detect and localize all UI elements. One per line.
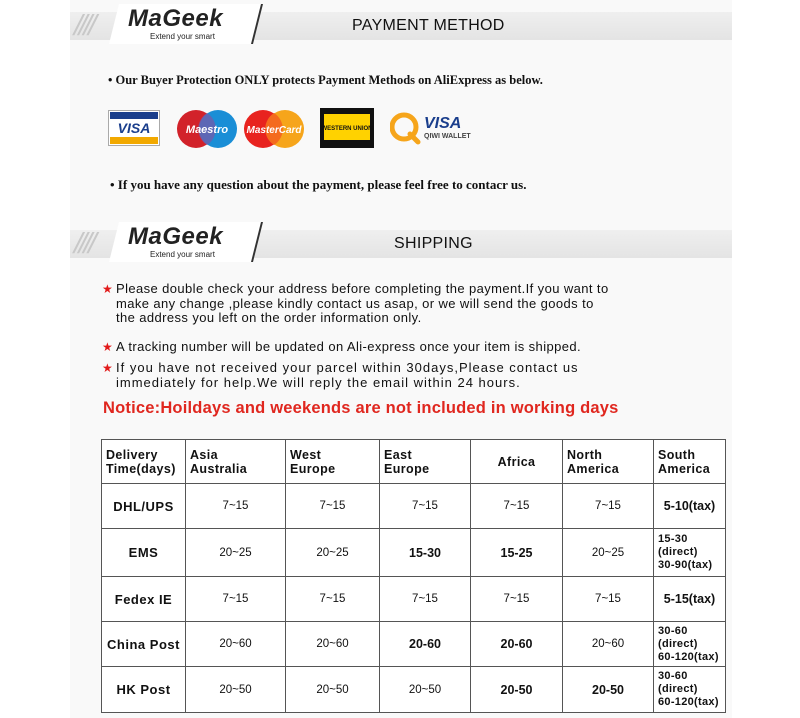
delivery-time-cell: 20-60 <box>471 622 563 667</box>
carrier-name: EMS <box>102 529 186 577</box>
maestro-text: Maestro <box>185 124 229 136</box>
working-days-notice: Notice:Hoildays and weekends are not included in working days <box>103 399 619 417</box>
header-text: Africa <box>497 454 536 469</box>
cell-line: 30-60 <box>658 670 688 682</box>
header-text: South <box>658 447 696 462</box>
delivery-time-cell: 20~60 <box>563 622 654 667</box>
delivery-time-cell: 20~25 <box>286 529 380 577</box>
header-text: North <box>567 447 603 462</box>
mageek-logo <box>128 6 223 42</box>
western-union-logo <box>320 108 374 148</box>
shipping-banner <box>70 222 732 262</box>
visa-text: VISA <box>117 120 151 136</box>
delivery-time-cell: 20~50 <box>380 667 471 713</box>
delivery-time-cell: 15-30 <box>380 529 471 577</box>
delivery-time-cell: 20~60 <box>186 622 286 667</box>
cell-line: 30-60 <box>658 624 688 637</box>
not-received-note <box>102 360 579 390</box>
delivery-time-cell: 7~15 <box>380 484 471 529</box>
star-icon: ★ <box>102 361 114 375</box>
cell-line: (direct) <box>658 637 698 650</box>
cell-line: 30-90(tax) <box>658 559 713 571</box>
cell-line: 60-120(tax) <box>658 696 719 708</box>
star-icon: ★ <box>102 282 114 296</box>
delivery-time-cell: 7~15 <box>286 577 380 622</box>
delivery-time-cell: 5-10(tax) <box>654 484 726 529</box>
section-title: PAYMENT METHOD <box>352 17 505 34</box>
product-description-page <box>70 0 732 718</box>
delivery-time-cell: 5-15(tax) <box>654 577 726 622</box>
header-text: Australia <box>190 461 248 476</box>
table-header-cell <box>654 440 726 484</box>
table-header-row <box>102 440 726 484</box>
delivery-time-cell: 20~25 <box>186 529 286 577</box>
delivery-time-cell: 20~50 <box>186 667 286 713</box>
delivery-time-cell: 20~60 <box>286 622 380 667</box>
delivery-time-cell: 7~15 <box>186 484 286 529</box>
carrier-name: China Post <box>102 622 186 667</box>
header-text: America <box>658 461 711 476</box>
buyer-protection-text: • Our Buyer Protection ONLY protects Payment Methods on AliExpress as below. <box>108 73 543 87</box>
brand-name: MaGeek <box>128 5 224 32</box>
delivery-time-cell <box>654 622 726 667</box>
note-line: If you have not received your parcel within 30days,Please contact us <box>116 360 579 375</box>
header-text: West <box>290 447 322 462</box>
table-row <box>102 484 726 529</box>
cell-line: (direct) <box>658 546 698 558</box>
header-text: East <box>384 447 413 462</box>
table-row <box>102 529 726 577</box>
table-row <box>102 667 726 713</box>
brand-tagline: Extend your smart <box>150 250 215 259</box>
delivery-time-cell: 7~15 <box>471 484 563 529</box>
table-header-cell <box>102 440 186 484</box>
table-header-cell <box>380 440 471 484</box>
maestro-logo <box>176 108 238 150</box>
table-row <box>102 577 726 622</box>
delivery-time-cell: 20~25 <box>563 529 654 577</box>
star-icon: ★ <box>102 340 114 354</box>
carrier-name: Fedex IE <box>102 577 186 622</box>
header-text: Europe <box>384 461 430 476</box>
delivery-time-cell <box>654 529 726 577</box>
cell-line: 15-30 <box>658 533 688 545</box>
mageek-logo <box>128 224 223 260</box>
mastercard-text: MasterCard <box>246 125 302 136</box>
visa-logo <box>108 110 160 146</box>
delivery-time-cell: 7~15 <box>471 577 563 622</box>
header-text: America <box>567 461 620 476</box>
carrier-name: HK Post <box>102 667 186 713</box>
western-union-text: WESTERN UNION <box>321 126 373 132</box>
header-text: Time(days) <box>106 461 176 476</box>
brand-name: MaGeek <box>128 223 224 250</box>
carrier-name: DHL/UPS <box>102 484 186 529</box>
table-header-cell <box>286 440 380 484</box>
delivery-time-cell <box>654 667 726 713</box>
delivery-time-cell: 7~15 <box>286 484 380 529</box>
delivery-time-cell: 20-50 <box>563 667 654 713</box>
banner-decoration: //// <box>74 10 94 40</box>
cell-line: 60-120(tax) <box>658 650 719 663</box>
delivery-time-cell: 15-25 <box>471 529 563 577</box>
payment-question-text: • If you have any question about the payment, please feel free to contacr us. <box>110 177 527 192</box>
payment-banner <box>70 4 732 44</box>
note-line: A tracking number will be updated on Ali-express once your item is shipped. <box>116 339 582 354</box>
delivery-time-cell: 7~15 <box>380 577 471 622</box>
note-line: the address you left on the order information only. <box>116 310 422 325</box>
header-text: Europe <box>290 461 336 476</box>
shipping-time-table <box>101 439 726 713</box>
delivery-time-cell: 20~50 <box>286 667 380 713</box>
table-header-cell <box>186 440 286 484</box>
tracking-note <box>102 339 582 355</box>
note-line: Please double check your address before completing the payment.If you want to <box>116 281 609 296</box>
delivery-time-cell: 7~15 <box>563 484 654 529</box>
delivery-time-cell: 20-60 <box>380 622 471 667</box>
address-check-note <box>102 281 609 326</box>
banner-decoration: //// <box>74 228 94 258</box>
header-text: Asia <box>190 447 219 462</box>
mastercard-logo <box>242 108 306 150</box>
delivery-time-cell: 7~15 <box>186 577 286 622</box>
header-text: Delivery <box>106 447 158 462</box>
note-line: immediately for help.We will reply the email within 24 hours. <box>116 374 521 390</box>
delivery-time-cell: 20-50 <box>471 667 563 713</box>
brand-tagline: Extend your smart <box>150 32 215 41</box>
table-row <box>102 622 726 667</box>
table-header-cell <box>563 440 654 484</box>
qiwi-wallet-text: QIWI WALLET <box>424 133 471 140</box>
table-header-cell <box>471 440 563 484</box>
qiwi-visa-logo <box>390 110 490 146</box>
section-title: SHIPPING <box>394 235 473 252</box>
qiwi-visa-text: VISA <box>424 115 462 132</box>
note-line: make any change ,please kindly contact us asap, or we will send the goods to <box>116 295 594 311</box>
cell-line: (direct) <box>658 683 698 695</box>
delivery-time-cell: 7~15 <box>563 577 654 622</box>
